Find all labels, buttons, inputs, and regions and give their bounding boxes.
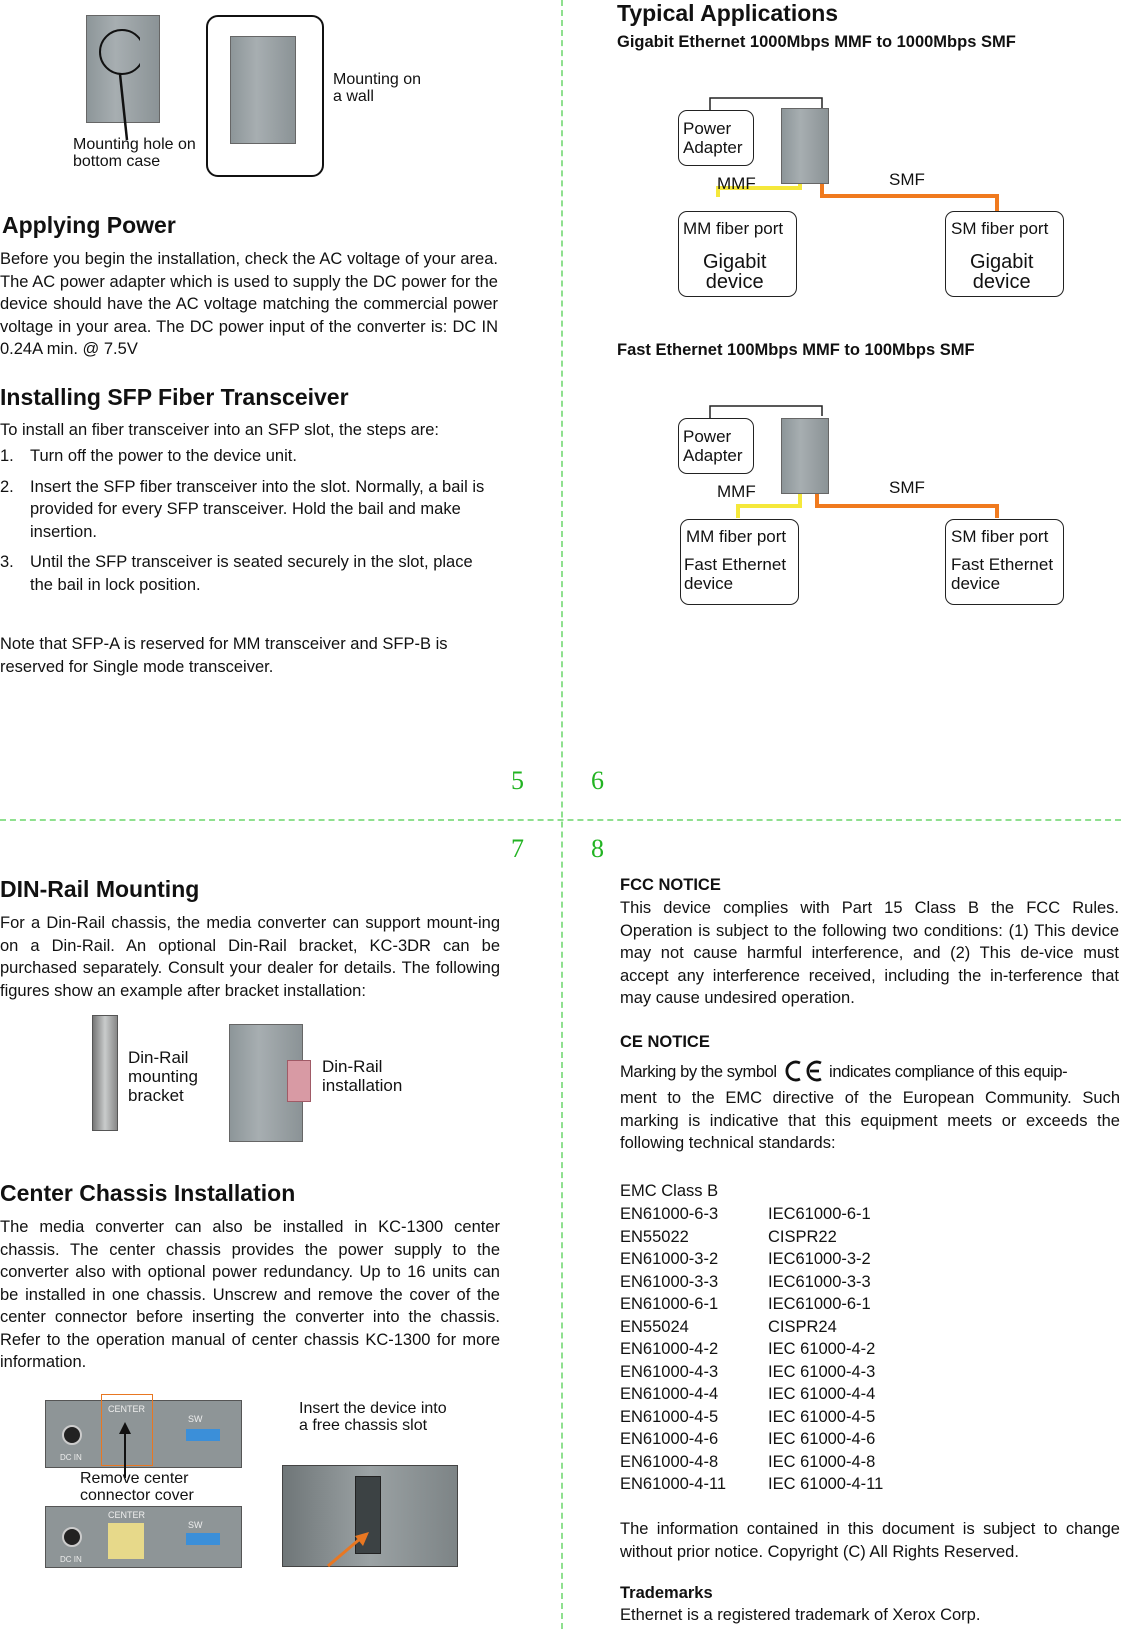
page-number-6: 6 — [591, 766, 604, 795]
din-rail-heading: DIN-Rail Mounting — [0, 876, 200, 902]
wall-mount-caption: Mounting on a wall — [333, 71, 422, 105]
dc-jack-image — [62, 1425, 82, 1445]
applying-power-text: Before you begin the installation, check the AC voltage of your area. The AC power adapter which is used to supply the DC power for the device should have the AC voltage matching the commercial power voltage in your area. The DC power input of the converter is: DC IN 0.24A min. @ 7.5V — [0, 250, 498, 358]
standards-header: EMC Class B — [620, 1182, 719, 1200]
table-row: EN61000-3-3 IEC61000-3-3 — [620, 1272, 871, 1291]
table-row: EN61000-4-2 IEC 61000-4-2 — [620, 1340, 876, 1358]
mounting-hole-callout — [60, 0, 140, 150]
typical-applications-heading: Typical Applications — [617, 0, 839, 26]
page-number-7: 7 — [511, 834, 524, 863]
sfp-steps-list — [0, 445, 490, 604]
table-row: EN61000-4-8 IEC 61000-4-8 — [620, 1452, 876, 1471]
standards-table — [620, 1203, 883, 1496]
gigabit-connection-lines — [600, 90, 1080, 220]
panel-exposed-connector-image — [45, 1506, 242, 1568]
table-row: EN61000-4-4 IEC 61000-4-4 — [620, 1385, 876, 1403]
sfp-heading: Installing SFP Fiber Transceiver — [0, 384, 349, 410]
vertical-fold-guide — [561, 0, 563, 1629]
list-item: 1. Turn off the power to the device unit. — [0, 447, 297, 465]
table-row: EN61000-3-2 IEC61000-3-2 — [620, 1250, 871, 1268]
gigabit-right-device-label: Gigabit device — [970, 251, 1034, 293]
page-number-5: 5 — [511, 766, 524, 795]
trademarks-text: Ethernet is a registered trademark of Xerox Corp. — [620, 1606, 981, 1624]
dc-jack-image — [62, 1527, 82, 1547]
gigabit-left-port-label: MM fiber port — [683, 219, 784, 238]
fast-power-adapter-box: Power Adapter — [678, 418, 754, 474]
table-row: EN61000-4-3 IEC 61000-4-3 — [620, 1362, 876, 1381]
fast-mmf-label: MMF — [717, 482, 756, 501]
dip-switch-image — [186, 1429, 220, 1441]
fast-right-port-label: SM fiber port — [951, 527, 1049, 546]
fast-diagram-title: Fast Ethernet 100Mbps MMF to 100Mbps SMF — [617, 341, 975, 359]
table-row: EN61000-6-1 IEC61000-6-1 — [620, 1295, 871, 1313]
page-number-8: 8 — [591, 834, 604, 863]
gigabit-left-device-box — [678, 211, 797, 297]
remove-cover-caption: Remove center connector cover — [80, 1470, 194, 1504]
panel-center-label: CENTER — [108, 1510, 146, 1520]
gigabit-right-port-label: SM fiber port — [951, 219, 1049, 238]
table-row: EN61000-4-5 IEC 61000-4-5 — [620, 1407, 876, 1426]
applying-power-heading: Applying Power — [2, 212, 176, 238]
table-row: EN55022 CISPR22 — [620, 1227, 837, 1246]
fast-connection-lines — [600, 398, 1080, 528]
din-rail-bracket-caption: Din-Rail mounting bracket — [128, 1048, 198, 1105]
center-chassis-text: The media converter can also be installed in KC-1300 center chassis. The center chassis provides the power supply to the converter also with optional power redundancy. Up to 16 units can be installed in one chassis. Unscrew and remove the cover of the center connector before inserting the converter into the chassis. Refer to the operation manual of center chassis KC-1300 for more information. — [0, 1218, 500, 1371]
ce-text-rest: ment to the EMC directive of the European Community. Such marking is indicative that this equipment meets or exceeds the following technical standards: — [620, 1089, 1120, 1152]
ce-mark-icon — [781, 1060, 825, 1082]
gigabit-mmf-label: MMF — [717, 174, 756, 193]
dip-switch-image — [186, 1533, 220, 1545]
list-item: 2. Insert the SFP fiber transceiver into the slot. Normally, a bail is provided for every SFP transceiver. Hold the bail and make insertion. — [0, 477, 485, 541]
horizontal-fold-guide — [0, 819, 1121, 821]
gigabit-power-adapter-box: Power Adapter — [678, 110, 754, 166]
panel-dcin-label: DC IN — [60, 1555, 82, 1564]
table-row: EN61000-4-6 IEC 61000-4-6 — [620, 1430, 876, 1448]
gigabit-smf-label: SMF — [889, 170, 925, 189]
center-chassis-heading: Center Chassis Installation — [0, 1180, 296, 1206]
fast-smf-label: SMF — [889, 478, 925, 497]
fast-left-device-label: Fast Ethernet device — [684, 555, 787, 593]
insert-arrow — [325, 1530, 375, 1570]
ce-text-line1: Marking by the symbol indicates compliance of this equip- — [620, 1060, 1120, 1084]
panel-sw-label: SW — [188, 1520, 203, 1530]
gigabit-right-device-box — [945, 211, 1064, 297]
din-rail-clip-image — [287, 1060, 311, 1102]
table-row: EN61000-6-3 IEC61000-6-1 — [620, 1205, 871, 1223]
table-row: EN55024 CISPR24 — [620, 1317, 837, 1336]
mounting-hole-caption: Mounting hole on bottom case — [73, 136, 196, 170]
panel-center-label: CENTER — [108, 1404, 146, 1414]
panel-sw-label: SW — [188, 1414, 203, 1424]
insert-device-caption: Insert the device into a free chassis slot — [299, 1400, 447, 1434]
din-rail-install-caption: Din-Rail installation — [322, 1057, 403, 1095]
copyright-text: The information contained in this document is subject to change without prior notice. Copyright (C) All Rights Reserved. — [620, 1520, 1120, 1561]
sfp-note: Note that SFP-A is reserved for MM transceiver and SFP-B is reserved for Single mode transceiver. — [0, 635, 448, 676]
din-rail-text: For a Din-Rail chassis, the media converter can support mount-ing on a Din-Rail. An optional Din-Rail bracket, KC-3DR can be purchased separately. Consult your dealer for details. The following figures show an example after bracket installation: — [0, 914, 500, 1000]
ce-heading: CE NOTICE — [620, 1033, 710, 1051]
fast-right-device-label: Fast Ethernet device — [951, 555, 1054, 593]
center-connector-image — [108, 1523, 144, 1559]
fast-left-port-label: MM fiber port — [686, 527, 787, 546]
fast-converter-image — [781, 418, 829, 494]
sfp-intro: To install an fiber transceiver into an SFP slot, the steps are: — [0, 421, 439, 439]
fcc-heading: FCC NOTICE — [620, 876, 721, 894]
gigabit-converter-image — [781, 108, 829, 184]
gigabit-diagram-title: Gigabit Ethernet 1000Mbps MMF to 1000Mbps SMF — [617, 33, 1016, 51]
fcc-text: This device complies with Part 15 Class B the FCC Rules. Operation is subject to the following two conditions: (1) This device may not cause harmful interference, and (2) This de-vice must accept any interference received, including the in-terference that may cause undesired operation. — [620, 899, 1119, 1007]
list-item: 3. Until the SFP transceiver is seated securely in the slot, place the bail in lock position. — [0, 553, 473, 594]
trademarks-heading: Trademarks — [620, 1584, 713, 1602]
din-rail-bracket-image — [92, 1015, 118, 1131]
gigabit-left-device-label: Gigabit device — [703, 251, 767, 293]
panel-dcin-label: DC IN — [60, 1453, 82, 1462]
fast-left-device-box — [680, 519, 799, 605]
fast-right-device-box — [945, 519, 1064, 605]
table-row: EN61000-4-11 IEC 61000-4-11 — [620, 1475, 884, 1493]
device-wall-mounted-image — [230, 36, 296, 144]
